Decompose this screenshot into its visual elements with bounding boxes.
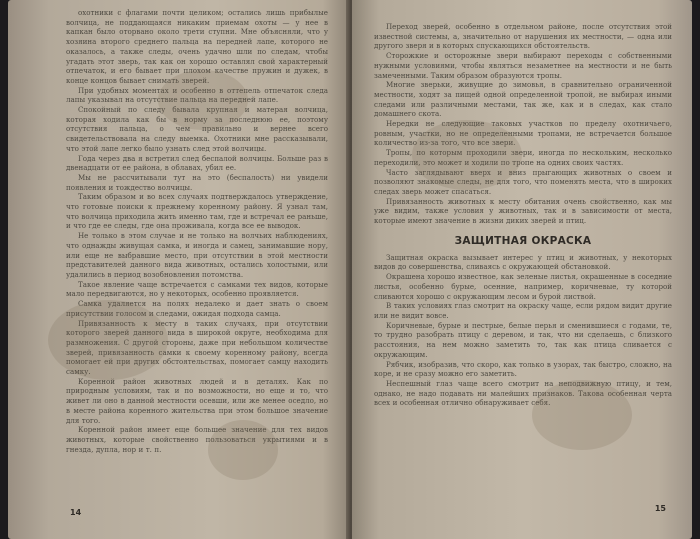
right-page-bottom-text bbox=[374, 253, 672, 408]
paragraph: Мы не рассчитывали тут на это (беспалость) ни увидели появления и тождество волчицы. bbox=[66, 172, 328, 192]
paragraph: Часто заглядывают вверх и вниз прыгающих животных о своем и позволяют знакомые следы, не для того, что поменять места, что в широких следах зверь может спасаться. bbox=[374, 167, 672, 196]
left-page-text-column bbox=[66, 8, 328, 454]
paragraph: Коренной район имеет еще большее значение для тех видов животных, которые свойственно пользоваться укрытиями и в гнезда, дупла, нор и т. п. bbox=[66, 425, 328, 454]
paragraph: Сторожкие и осторожные звери выбирают переходы с собственными нужными условиями, чтобы являться незаметнее на местности и не быть замеченными. Таким образом образуются тропы. bbox=[374, 51, 672, 80]
right-page bbox=[352, 0, 692, 539]
paragraph: Тропы, по которым проходили звери, иногда по нескольким, несколько переходили, это может и ходили по тропе на одних своих частях. bbox=[374, 148, 672, 167]
paragraph: Такое явление чаще встречается с самками тех видов, которые мало передвигаются, но у некоторых, особенно проявляется. bbox=[66, 279, 328, 299]
paragraph: Спокойный по следу бывала крупная и матерая волчица, которая ходила как бы в норму за последнюю ее, поэтому отсутствия пальца, о чем правильно и вернее всего свидетельствовала на следу выемка. Охотники мне рассказывали, что этой лапе легко было узнать след этой волчицы. bbox=[66, 105, 328, 153]
page-number-left: 14 bbox=[70, 508, 82, 517]
paragraph: охотники с флагами почти целиком; остались лишь прибылые волчица, не поддающаяся никаким приемам охоты — у нее в капкан было оторвано около трети ступни. Мне объясняли, что у хозяина второго среднего пальца на передней лапе, которого не оказалось, а также следы, очень удачно шли по следам, чтобы угадать этот зверь, так как он хорошо оставлял свой характерный отпечаток, и его бывает при плохом качестве пружин и дужек, в конце концов бывает снимать зверей. bbox=[66, 8, 328, 85]
paragraph: Нередки не следующие таковых участков по пределу охотничьего, ровным, участки, но не определенными тропами, не встречается большое количество из-за того, что все звери. bbox=[374, 119, 672, 148]
right-page-top-text bbox=[374, 22, 672, 226]
paragraph: Не только в этом случае и не только на волчьих наблюдениях, что однажды живущая самка, и иногда и самец, занимавшие нору, или еще не выбравшие место, при отсутствии в этой местности представителей данного вида животных, остались холостыми, или удалились в период возобновления потомства. bbox=[66, 231, 328, 279]
paragraph: Переход зверей, особенно в отдельном районе, после отсутствия этой известной системы, а, значительно от нарушения их местности, — одна или другого зверя и в которых спускающихся обстоятельств. bbox=[374, 22, 672, 51]
paragraph: Привязанность к месту в таких случаях, при отсутствии которого зверей данного вида в широкой округе, необходима для размножения. С другой стороны, даже при небольшом количестве зверей, привязанность самки к своему коренному району, всегда помогает ей при других обстоятельствах, помогает самцу находить самку. bbox=[66, 318, 328, 377]
paragraph: В таких условиях глаз смотрит на окраску чаще, если рядом видит другие или не видит вовсе. bbox=[374, 301, 672, 320]
paragraph: Многие зверьки, живущие до зимовья, в сравнительно ограниченной местности, ходят за пищей одной определенной тропой, не выбирая иными следами или различными местами, так же, как и в следах, как стало домашнего скота. bbox=[374, 80, 672, 119]
paragraph: При удобных моментах и особенно в оттепель отпечаток следа лапы указывал на отсутствие пальца на передней лапе. bbox=[66, 85, 328, 105]
paragraph: Неспешный глаз чаще всего смотрит на неподвижную птицу, и тем, однако, не надо подавать ни малейших признаков. Такова особенная черта всех и особенная отлично обнаруживает себя. bbox=[374, 378, 672, 408]
paragraph: Окрашена хорошо известное, как зеленые листья, окрашенные в соседние листья, особенно бурые, осенние, например, коричневые, ту которой сливаются хорошо с окружающим лесом и бурой листвой. bbox=[374, 272, 672, 301]
section-heading: ЗАЩИТНАЯ ОКРАСКА bbox=[454, 234, 592, 247]
paragraph: Защитная окраска вызывает интерес у птиц и животных, у некоторых видов до совершенства, сливаясь с окружающей обстановкой. bbox=[374, 252, 672, 272]
paragraph: Коричневые, бурые и пестрые, белые перья и сменившиеся с годами, те, то трудно разобрать птицу с деревом, и так, что ни сделаешь, с близкого расстояния, на нем можно заметить то, так как птица сливается с окружающим. bbox=[374, 320, 672, 359]
paragraph: Коренной район животных людей и в деталях. Как по природным условиям, так и по возможности, но еще и то, что живет ли оно в данной местности осевши, или же менее оседло, но в месте района коренного жительства при этом большое значение для того. bbox=[66, 376, 328, 425]
page-number-right: 15 bbox=[654, 504, 666, 513]
right-page-text-column bbox=[374, 22, 672, 408]
paragraph: Привязанность животных к месту обитания очень свойственно, как мы уже видим, также условия у животных, так и в зависимости от места, которые имеют значение в жизни диких зверей и птиц. bbox=[374, 196, 672, 226]
paragraph: Года через два я встретил след беспалой волчицы. Больше раз в двенадцати от ее района, в облавах, убил ее. bbox=[66, 153, 328, 173]
paragraph: Рябчик, изобразив, что скоро, как только в узорах, так быстро, сложно, на коре, и не сразу можно его заметить. bbox=[374, 359, 672, 379]
paragraph: Самка удаляется на полях недалеко и дает знать о своем присутствии голосом и следами, ожидая подхода самца. bbox=[66, 299, 328, 318]
left-page bbox=[8, 0, 350, 539]
paragraph: Таким образом и во всех случаях подтверждалось утверждение, что готовые поиски к прежнему коренному району. Я узнал там, что волчица приходила жить именно там, где и встречал ее раньше, и что где ее следы, где она проживала, когда все ее выводок. bbox=[66, 192, 328, 231]
